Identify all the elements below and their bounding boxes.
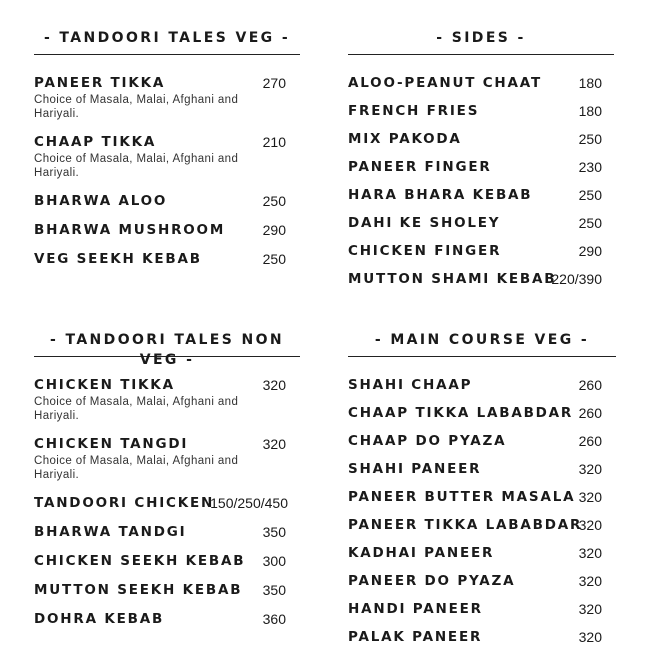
menu-item bbox=[34, 134, 300, 180]
item-price: 210 bbox=[262, 134, 286, 150]
item-name: PANEER TIKKA bbox=[34, 75, 166, 91]
section-title: - TANDOORI TALES VEG - bbox=[43, 30, 291, 46]
menu-item bbox=[34, 75, 300, 121]
menu-item bbox=[34, 582, 300, 599]
item-name: KADHAI PANEER bbox=[348, 545, 495, 561]
menu-item bbox=[348, 517, 616, 534]
item-price: 300 bbox=[262, 553, 286, 569]
item-price: 250 bbox=[578, 215, 602, 231]
menu-item bbox=[34, 436, 300, 482]
menu-list bbox=[348, 377, 616, 646]
item-name: MUTTON SEEKH KEBAB bbox=[34, 582, 243, 598]
menu-item bbox=[348, 131, 614, 148]
item-name: PANEER FINGER bbox=[348, 159, 492, 175]
item-price: 150/250/450 bbox=[210, 495, 288, 511]
item-name: CHICKEN FINGER bbox=[348, 243, 502, 259]
item-name: CHICKEN TIKKA bbox=[34, 377, 175, 393]
item-name: HANDI PANEER bbox=[348, 601, 483, 617]
menu-item bbox=[348, 433, 616, 450]
item-price: 320 bbox=[262, 377, 286, 393]
item-price: 250 bbox=[578, 131, 602, 147]
item-name: PALAK PANEER bbox=[348, 629, 483, 645]
item-name: BHARWA ALOO bbox=[34, 193, 168, 209]
item-price: 230 bbox=[578, 159, 602, 175]
item-price: 260 bbox=[578, 405, 602, 421]
item-description: Choice of Masala, Malai, Afghani and Hariyali. bbox=[34, 153, 239, 179]
section-tandoori-tales-non-veg bbox=[34, 330, 300, 628]
item-price: 260 bbox=[578, 377, 602, 393]
item-price: 250 bbox=[578, 187, 602, 203]
item-price: 320 bbox=[578, 573, 602, 589]
item-price: 350 bbox=[262, 524, 286, 540]
section-divider bbox=[348, 356, 616, 357]
menu-item bbox=[348, 271, 614, 288]
item-price: 250 bbox=[262, 251, 286, 267]
item-price: 320 bbox=[578, 461, 602, 477]
menu-item bbox=[348, 103, 614, 120]
item-price: 180 bbox=[578, 103, 602, 119]
menu-item bbox=[348, 405, 616, 422]
item-name: CHAAP TIKKA bbox=[34, 134, 157, 150]
menu-item bbox=[348, 75, 614, 92]
item-price: 350 bbox=[262, 582, 286, 598]
item-name: DOHRA KEBAB bbox=[34, 611, 165, 627]
item-name: FRENCH FRIES bbox=[348, 103, 480, 119]
item-name: VEG SEEKH KEBAB bbox=[34, 251, 202, 267]
item-name: BHARWA TANDGI bbox=[34, 524, 187, 540]
section-main-course-veg bbox=[348, 330, 616, 646]
item-name: SHAHI PANEER bbox=[348, 461, 482, 477]
item-price: 260 bbox=[578, 433, 602, 449]
menu-item bbox=[34, 222, 300, 239]
section-title: - SIDES - bbox=[436, 30, 526, 46]
section-tandoori-tales-veg bbox=[34, 28, 300, 268]
menu-list bbox=[348, 75, 614, 288]
menu-item bbox=[348, 545, 616, 562]
item-description: Choice of Masala, Malai, Afghani and Hariyali. bbox=[34, 396, 239, 422]
menu-item bbox=[348, 215, 614, 232]
item-price: 250 bbox=[262, 193, 286, 209]
item-price: 320 bbox=[578, 545, 602, 561]
item-price: 360 bbox=[262, 611, 286, 627]
menu-item bbox=[348, 377, 616, 394]
item-price: 320 bbox=[262, 436, 286, 452]
item-name: TANDOORI CHICKEN bbox=[34, 495, 215, 511]
item-price: 320 bbox=[578, 629, 602, 645]
item-name: PANEER DO PYAZA bbox=[348, 573, 516, 589]
section-title: - TANDOORI TALES NON VEG - bbox=[49, 332, 285, 368]
menu-item bbox=[348, 461, 616, 478]
item-name: CHICKEN TANGDI bbox=[34, 436, 189, 452]
item-name: SHAHI CHAAP bbox=[348, 377, 473, 393]
menu-item bbox=[348, 629, 616, 646]
menu-item bbox=[348, 489, 616, 506]
section-title: - MAIN COURSE VEG - bbox=[374, 332, 590, 348]
item-name: PANEER TIKKA LABABDAR bbox=[348, 517, 583, 533]
item-price: 290 bbox=[578, 243, 602, 259]
item-price: 320 bbox=[578, 517, 602, 533]
menu-item bbox=[34, 524, 300, 541]
menu-item bbox=[34, 495, 300, 512]
item-name: HARA BHARA KEBAB bbox=[348, 187, 533, 203]
item-price: 180 bbox=[578, 75, 602, 91]
menu-item bbox=[34, 377, 300, 423]
item-description: Choice of Masala, Malai, Afghani and Hariyali. bbox=[34, 455, 239, 481]
item-price: 320 bbox=[578, 601, 602, 617]
item-name: MIX PAKODA bbox=[348, 131, 462, 147]
menu-item bbox=[348, 187, 614, 204]
menu-item bbox=[34, 553, 300, 570]
item-name: CHICKEN SEEKH KEBAB bbox=[34, 553, 246, 569]
section-divider bbox=[34, 54, 300, 55]
menu-item bbox=[34, 611, 300, 628]
menu-item bbox=[348, 159, 614, 176]
item-price: 290 bbox=[262, 222, 286, 238]
item-name: BHARWA MUSHROOM bbox=[34, 222, 226, 238]
item-price: 220/390 bbox=[551, 271, 602, 287]
item-name: MUTTON SHAMI KEBAB bbox=[348, 271, 557, 287]
item-name: PANEER BUTTER MASALA bbox=[348, 489, 576, 505]
menu-list bbox=[34, 75, 300, 268]
item-name: CHAAP DO PYAZA bbox=[348, 433, 507, 449]
menu-item bbox=[348, 601, 616, 618]
menu-item bbox=[348, 573, 616, 590]
item-name: ALOO-PEANUT CHAAT bbox=[348, 75, 542, 91]
item-description: Choice of Masala, Malai, Afghani and Hariyali. bbox=[34, 94, 239, 120]
menu-item bbox=[34, 251, 300, 268]
menu-item bbox=[34, 193, 300, 210]
item-name: DAHI KE SHOLEY bbox=[348, 215, 501, 231]
item-price: 320 bbox=[578, 489, 602, 505]
section-divider bbox=[348, 54, 614, 55]
menu-item bbox=[348, 243, 614, 260]
item-name: CHAAP TIKKA LABABDAR bbox=[348, 405, 574, 421]
menu-list bbox=[34, 377, 300, 628]
section-sides bbox=[348, 28, 614, 288]
item-price: 270 bbox=[262, 75, 286, 91]
